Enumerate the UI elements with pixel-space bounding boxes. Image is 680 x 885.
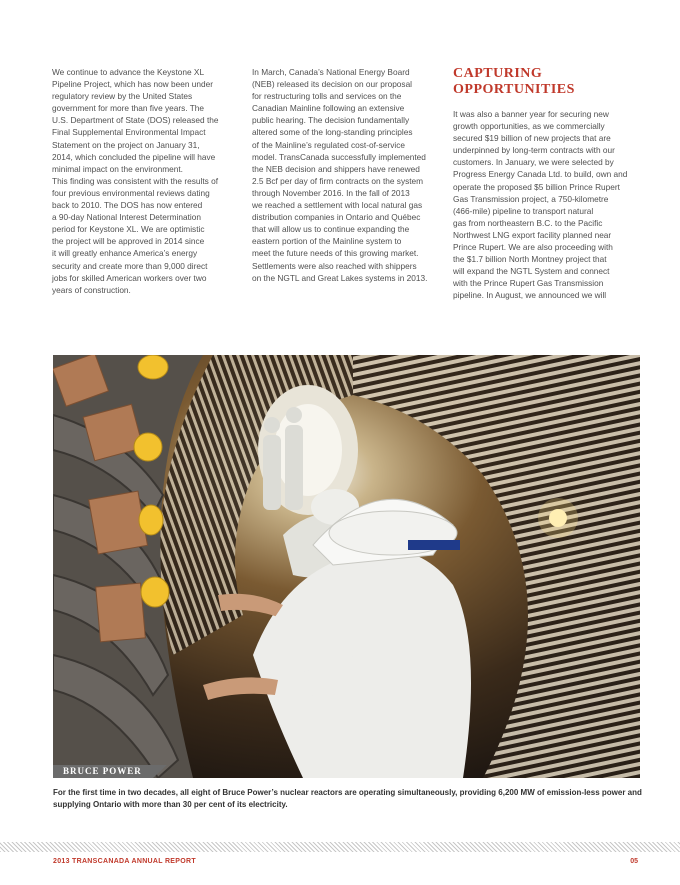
- body-column-2: [252, 66, 440, 284]
- capturing-opportunities-paragraph: It was also a banner year for securing new growth opportunities, as we commercially secured $19 billion of new projects that are underpinned by long-term contracts with our customers. In January, we were selected by Progress Energy Canada Ltd. to build, own and operate the proposed $5 billion Prince Rupert Gas Transmission project, a 750-kilometre (466-mile) pipeline to transport natural gas from northeastern B.C. to the Pacific Northwest LNG export facility planned near Prince Rupert. We are also proceeding with the $1.7 billion North Montney project that will expand the NGTL System and connect with the Prince Rupert Gas Transmission pipeline. In August, we announced we will: [453, 109, 628, 301]
- generator-photo: [53, 355, 640, 778]
- photo-credit-tag: BRUCE POWER: [53, 765, 153, 778]
- body-column-3: [453, 66, 641, 302]
- generator-illustration: [53, 355, 640, 778]
- body-column-1: [52, 66, 240, 296]
- photo-caption: For the first time in two decades, all eight of Bruce Power’s nuclear reactors are operating simultaneously, providing 6,200 MW of emission-less power and supplying Ontario with more than 30 per cent of its electricity.: [53, 788, 642, 809]
- keystone-xl-paragraph: We continue to advance the Keystone XL Pipeline Project, which has now been under regulatory review by the United States government for more than five years. The U.S. Department of State (DOS) released the Final Supplemental Environmental Impact Statement on the project on January 31, 2014, which concluded the pipeline will have minimal impact on the environment. This finding was consistent with the results of four previous environmental reviews dating back to 2010. The DOS has now entered a 90-day National Interest Determination period for Keystone XL. We are optimistic the project will be approved in 2014 since it will greatly enhance America’s energy security and create more than 9,000 direct jobs for skilled American workers over two years of construction.: [52, 67, 219, 295]
- page-number: 05: [630, 858, 638, 865]
- footer-hatch-rule: [0, 842, 680, 852]
- photo-tag-notch: [153, 765, 167, 778]
- footer-report-title: 2013 TRANSCANADA ANNUAL REPORT: [53, 858, 196, 865]
- neb-mainline-paragraph: In March, Canada’s National Energy Board (NEB) released its decision on our proposal for restructuring tolls and services on the Canadian Mainline following an extensive public hearing. The decision fundamentally altered some of the long-standing principles of the Mainline’s regulated cost-of-service model. TransCanada successfully implemented the NEB decision and shippers have renewed 2.5 Bcf per day of firm contracts on the system through November 2016. In the fall of 2013 we reached a settlement with local natural gas distribution companies in Ontario and Québec that will allow us to continue expanding the eastern portion of the Mainline system to meet the future needs of this growing market. Settlements were also reached with shippers on the NGTL and Great Lakes systems in 2013.: [252, 67, 428, 283]
- section-heading: CAPTURING OPPORTUNITIES: [453, 66, 575, 97]
